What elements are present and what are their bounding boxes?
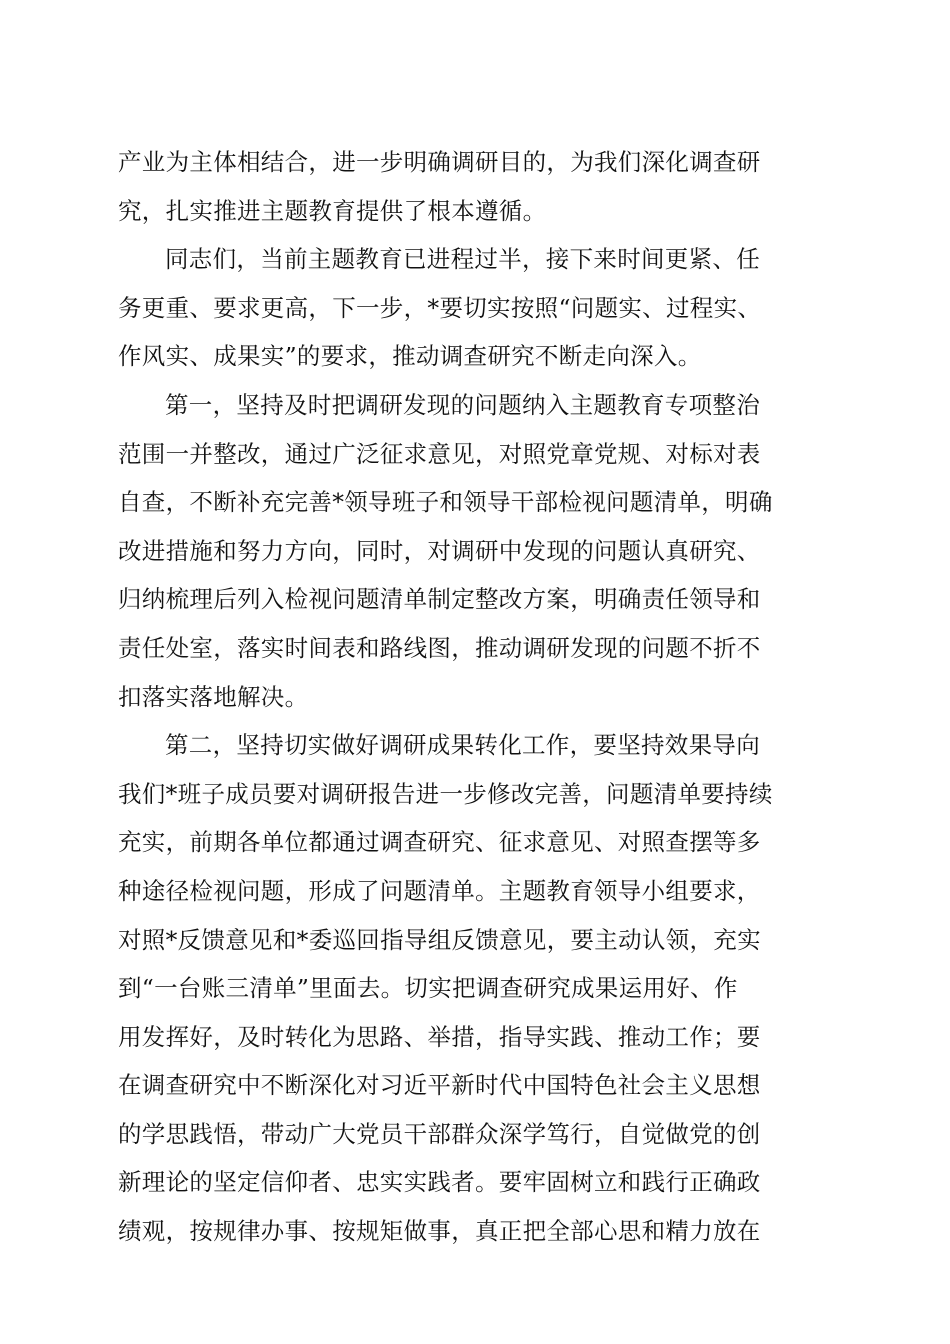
- body-text: [118, 138, 828, 1256]
- text-line: 改进措施和努力方向，同时，对调研中发现的问题认真研究、: [118, 536, 761, 565]
- text-line: 扣落实落地解决。: [118, 682, 309, 711]
- text-line: 务更重、要求更高，下一步，*要切实按照“问题实、过程实、: [118, 293, 762, 322]
- text-line: 究，扎实推进主题教育提供了根本遵循。: [118, 196, 547, 225]
- text-line: 在调查研究中不断深化对习近平新时代中国特色社会主义思想: [118, 1071, 761, 1100]
- text-line: 我们*班子成员要对调研报告进一步修改完善，问题清单要持续: [118, 779, 773, 808]
- paragraph-start-line: 同志们，当前主题教育已进程过半，接下来时间更紧、任: [165, 245, 760, 274]
- text-line: 种途径检视问题，形成了问题清单。主题教育领导小组要求，: [118, 876, 761, 905]
- text-line: 归纳梳理后列入检视问题清单制定整改方案，明确责任领导和: [118, 585, 761, 614]
- paragraph-start-line: 第二，坚持切实做好调研成果转化工作，要坚持效果导向: [165, 731, 760, 760]
- text-line: 的学思践悟，带动广大党员干部群众深学笃行，自觉做党的创: [118, 1119, 761, 1148]
- paragraph-start-line: 第一，坚持及时把调研发现的问题纳入主题教育专项整治: [165, 390, 760, 419]
- text-line: 用发挥好，及时转化为思路、举措，指导实践、推动工作；要: [118, 1022, 761, 1051]
- text-line: 对照*反馈意见和*委巡回指导组反馈意见，要主动认领，充实: [118, 925, 761, 954]
- text-line: 自查，不断补充完善*领导班子和领导干部检视问题清单，明确: [118, 488, 773, 517]
- text-line: 作风实、成果实”的要求，推动调查研究不断走向深入。: [118, 342, 702, 371]
- text-line: 责任处室，落实时间表和路线图，推动调研发现的问题不折不: [118, 633, 761, 662]
- text-line: 范围一并整改，通过广泛征求意见，对照党章党规、对标对表: [118, 439, 761, 468]
- text-line: 到“一台账三清单”里面去。切实把调查研究成果运用好、作: [118, 974, 738, 1003]
- text-line: 绩观，按规律办事、按规矩做事，真正把全部心思和精力放在: [118, 1217, 761, 1246]
- text-line: 产业为主体相结合，进一步明确调研目的，为我们深化调查研: [118, 148, 761, 176]
- text-line: 充实，前期各单位都通过调查研究、征求意见、对照查摆等多: [118, 828, 761, 857]
- text-line: 新理论的坚定信仰者、忠实实践者。要牢固树立和践行正确政: [118, 1168, 761, 1197]
